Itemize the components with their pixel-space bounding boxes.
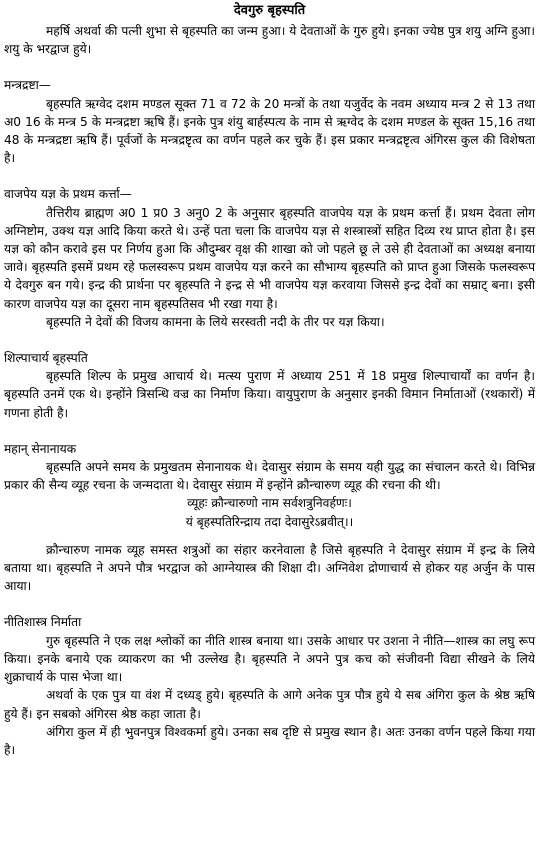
section-heading-mantra: मन्त्रद्रष्टा— (4, 78, 51, 93)
niti-paragraph: अथर्वा के एक पुत्र या वंश में दध्यड् हुये। बृहस्पति के आगे अनेक पुत्र पौत्र हुये ये सब अंगिरा कुल के श्रेष्ठ ऋषि हुये हैं। इन सबको अंगिरस श्रेष्ठ कहा जाता है। (4, 688, 535, 721)
section-heading-niti: नीतिशास्त्र निर्माता (4, 615, 82, 630)
section-heading-shilpa: शिल्पाचार्य बृहस्पति (4, 351, 88, 366)
niti-paragraph: गुरु बृहस्पति ने एक लक्ष श्लोकों का नीति शास्त्र बनाया था। उसके आधार पर उशना ने नीति—शास्त्र का लघु रूप किया। इनके बनाये एक व्याकरण का भी उल्लेख है। बृहस्पति ने अपने पुत्र कच को संजीवनी विद्या सीखने के लिये शुक्राचार्य के पास भेजा था। (4, 633, 535, 685)
section-heading-vajapeya: वाजपेय यज्ञ के प्रथम कर्त्ता— (4, 187, 132, 202)
vajapeya-paragraph: बृहस्पति ने देवों की विजय कामना के लिये सरस्वती नदी के तीर पर यज्ञ किया। (46, 314, 385, 329)
section-heading-senanayak: महान् सेनानायक (4, 441, 77, 456)
senanayak-paragraph: बृहस्पति अपने समय के प्रमुखतम सेनानायक थे। देवासुर संग्राम के समय यही युद्ध का संचालन करते थे। विभिन्न प्रकार की सैन्य व्यूह रचना के जन्मदाता थे। देवासुर संग्राम में इन्होंने क्रौन्चारुण व्यूह की रचना की थी। (4, 460, 535, 493)
document-title: देवगुरु बृहस्पति (233, 3, 306, 18)
verse-line: व्यूहः क्रौन्चारुणो नाम सर्वशत्रुनिवर्हणः। (187, 496, 352, 511)
vajapeya-paragraph: तैत्तिरीय ब्राह्मण अ0 1 प्र0 3 अनु0 2 के अनुसार बृहस्पति वाजपेय यज्ञ के प्रथम कर्त्ता हैं। प्रथम देवता लोग अग्निष्टोम, उक्थ यज्ञ आदि किया करते थे। उन्हें पता चला कि वाजपेय यज्ञ से शस्त्रास्त्रों सहित दिव्य रथ प्राप्त होता है। इस यज्ञ को कौन करावे इस पर निर्णय हुआ कि औदुम्बर वृक्ष की शाखा को जो पहले छू ले उसे ही देवताओं का अध्यक्ष बनाया जावे। बृहस्पति इसमें प्रथम रहे फलस्वरूप प्रथम वाजपेय यज्ञ करने का सौभाग्य बृहस्पति को प्राप्त हुआ जिसके फलस्वरूप ये देवगुरु बन गये। इन्द्र की प्रार्थना पर बृहस्पति ने इन्द्र से भी वाजपेय यज्ञ करवाया जिससे इन्द्र देवों का सम्राट् बना। इसी कारण वाजपेय यज्ञ का दूसरा नाम बृहस्पतिसव भी रखा गया है। (4, 205, 535, 311)
mantra-paragraph: बृहस्पति ऋग्वेद दशम मण्डल सूक्त 71 व 72 के 20 मन्त्रों के तथा यजुर्वेद के नवम अध्याय मन्त्र 2 से 13 तथा अ0 16 के मन्त्र 5 के मन्त्रद्रष्टा ऋषि हैं। इनके पुत्र शंयु बार्हस्पत्य के नाम से ऋग्वेद के दशम मण्डल के सूक्त 15,16 तथा 48 के मन्त्रद्रष्टा ऋषि हैं। पूर्वजों के मन्त्रद्रष्टृत्व का वर्णन पहले कर चुके हैं। इस प्रकार मन्त्रद्रष्टृत्व अंगिरस कुल की विशेषता है। (4, 96, 535, 166)
niti-paragraph: अंगिरा कुल में ही भुवनपुत्र विश्वकर्मा हुये। उनका सब दृष्टि से प्रमुख स्थान है। अतः उनका वर्णन पहले किया गया है। (4, 724, 535, 757)
shilpa-paragraph: बृहस्पति शिल्प के प्रमुख आचार्य थे। मत्स्य पुराण में अध्याय 251 में 18 प्रमुख शिल्पाचार्यों का वर्णन है। बृहस्पति उनमें एक थे। इन्होंने त्रिसन्धि वज्र का निर्माण किया। वायुपुराण के अनुसार इनकी विमान निर्माताओं (रथकारों) में गणना होती है। (4, 369, 535, 420)
intro-paragraph: महर्षि अथर्वा की पत्नी शुभा से बृहस्पति का जन्म हुआ। ये देवताओं के गुरु हुये। इनका ज्येष्ठ पुत्र शयु अग्नि हुआ। शयु के भरद्वाज हुये। (4, 24, 535, 57)
verse-line: यं बृहस्पतिरिन्द्राय तदा देवासुरेऽब्रवीत्।। (185, 514, 354, 529)
senanayak-paragraph: क्रौन्चारुण नामक व्यूह समस्त शत्रुओं का संहार करनेवाला है जिसे बृहस्पति ने देवासुर संग्राम में इन्द्र के लिये बताया था। बृहस्पति ने अपने पौत्र भरद्वाज को आग्नेयास्त्र की शिक्षा दी। अग्निवेश द्रोणाचार्य से होकर यह अर्जुन के पास आया। (4, 542, 535, 594)
